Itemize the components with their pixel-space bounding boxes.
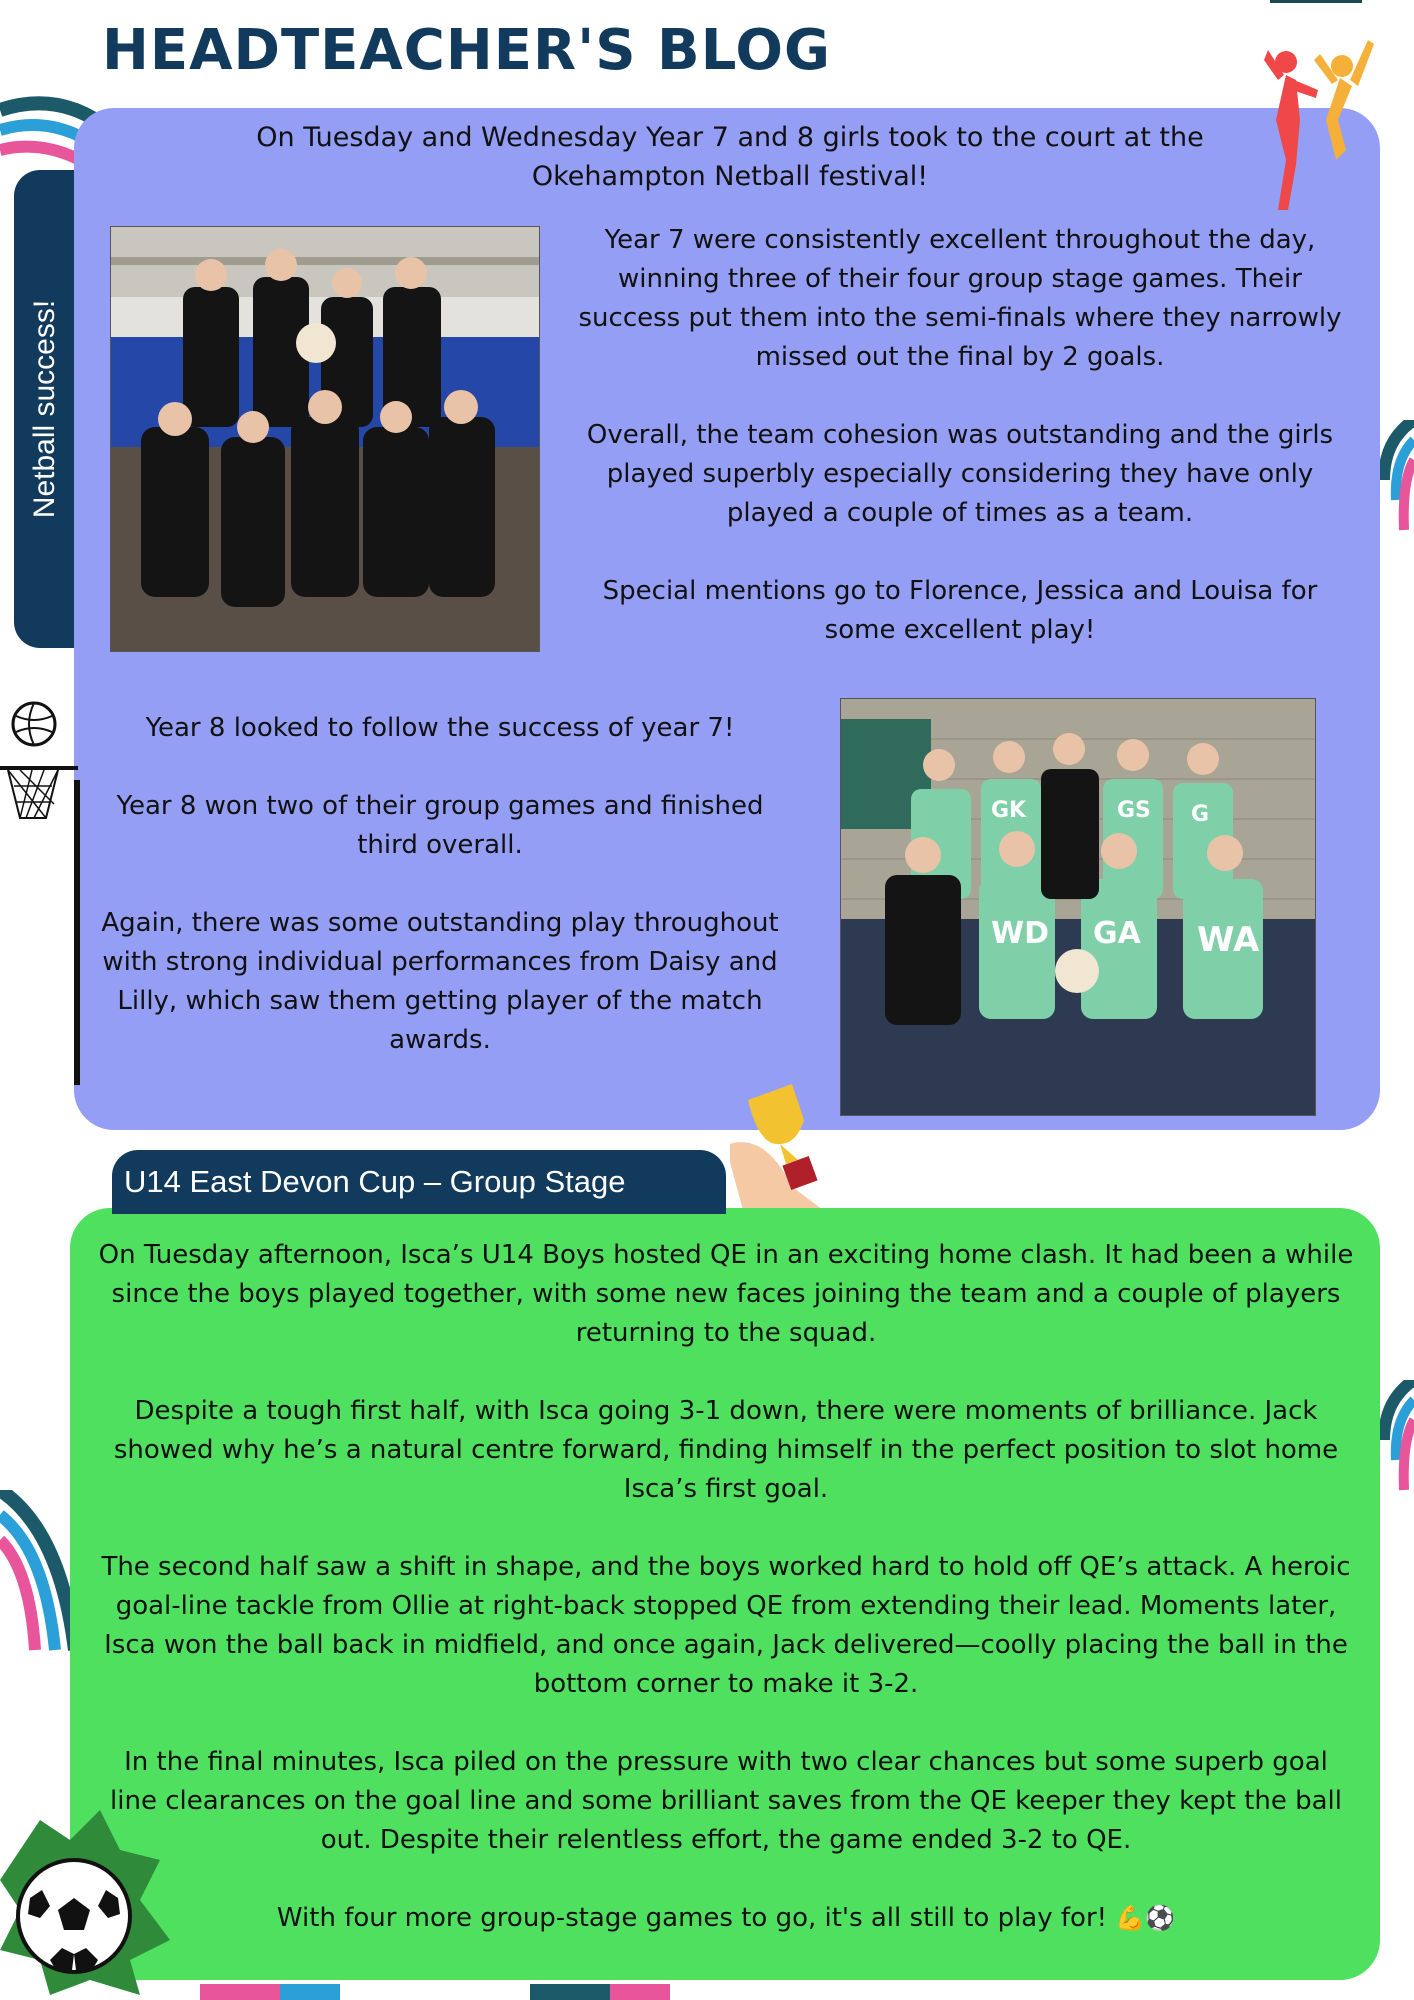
football-heading: U14 East Devon Cup – Group Stage <box>124 1164 626 1199</box>
year7-paragraph-1: Year 7 were consistently excellent throughout the day, winning three of their four group stage games. Their success put them into the semi-finals where they narrowly missed out the final by 2 goals. <box>578 225 1342 372</box>
football-paragraph-1: On Tuesday afternoon, Isca’s U14 Boys hosted QE in an exciting home clash. It had been a while since the boys played together, with some new faces joining the team and a couple of players returning to the squad. <box>98 1240 1354 1348</box>
year7-text <box>570 221 1350 650</box>
page-title: HEADTEACHER'S BLOG <box>102 18 831 83</box>
year8-team-photo-art <box>841 699 1315 1115</box>
top-right-rule <box>1270 0 1362 3</box>
year8-text <box>100 709 780 1060</box>
year7-paragraph-2: Overall, the team cohesion was outstanding and the girls played superbly especially considering they have only played a couple of times as a team. <box>586 420 1334 528</box>
netball-post <box>74 780 80 1085</box>
netball-intro: On Tuesday and Wednesday Year 7 and 8 girls took to the court at the Okehampton Netball festival! <box>256 122 1204 192</box>
football-splash-icon <box>0 1790 180 2000</box>
bib-g: G <box>1191 802 1210 827</box>
decorative-stripes-bottom <box>200 1980 1200 2000</box>
bib-wd: WD <box>991 916 1049 951</box>
year7-team-photo-art <box>111 227 539 651</box>
bib-ga: GA <box>1093 916 1141 951</box>
side-tab-label-wrap <box>14 170 76 648</box>
decorative-stripes-left-lower <box>0 1490 80 1660</box>
year8-paragraph-3: Again, there was some outstanding play throughout with strong individual performances from Daisy and Lilly, which saw them getting player of the match awards. <box>101 908 779 1055</box>
year7-team-photo <box>110 226 540 652</box>
decorative-stripes-right-lower <box>1374 1380 1414 1500</box>
football-paragraph-5: With four more group-stage games to go, it's all still to play for! <box>276 1903 1108 1933</box>
netball-ball-icon <box>10 700 58 748</box>
bib-wa: WA <box>1197 920 1260 960</box>
year7-paragraph-3: Special mentions go to Florence, Jessica and Louisa for some excellent play! <box>602 576 1318 645</box>
bib-gs: GS <box>1117 798 1151 823</box>
flex-football-emoji: 💪⚽ <box>1115 1904 1176 1932</box>
football-text <box>98 1236 1354 1938</box>
football-paragraph-4: In the final minutes, Isca piled on the pressure with two clear chances but some superb goal line clearances on the goal line and some brilliant saves from the QE keeper they kept the ball out. Despite their relentless effort, the game ended 3-2 to QE. <box>110 1747 1342 1855</box>
bib-gk: GK <box>991 798 1027 823</box>
year8-paragraph-2: Year 8 won two of their group games and finished third overall. <box>116 791 764 860</box>
side-tab-label: Netball success! <box>28 299 61 519</box>
netball-hoop-icon <box>0 764 80 824</box>
football-paragraph-3: The second half saw a shift in shape, and the boys worked hard to hold off QE’s attack. A heroic goal-line tackle from Ollie at right-back stopped QE from extending their lead. Moments later, Isca won the ball back in midfield, and once again, Jack delivered—coolly placing the ball in the bottom corner to make it 3-2. <box>101 1552 1351 1699</box>
year8-team-photo <box>840 698 1316 1116</box>
football-paragraph-2: Despite a tough first half, with Isca going 3-1 down, there were moments of brilliance. Jack showed why he’s a natural centre forward, finding himself in the perfect position to slot home Isca’s first goal. <box>113 1396 1339 1504</box>
trophy-icon <box>730 1080 850 1210</box>
year8-paragraph-1: Year 8 looked to follow the success of year 7! <box>145 713 735 743</box>
decorative-stripes-right <box>1374 420 1414 540</box>
